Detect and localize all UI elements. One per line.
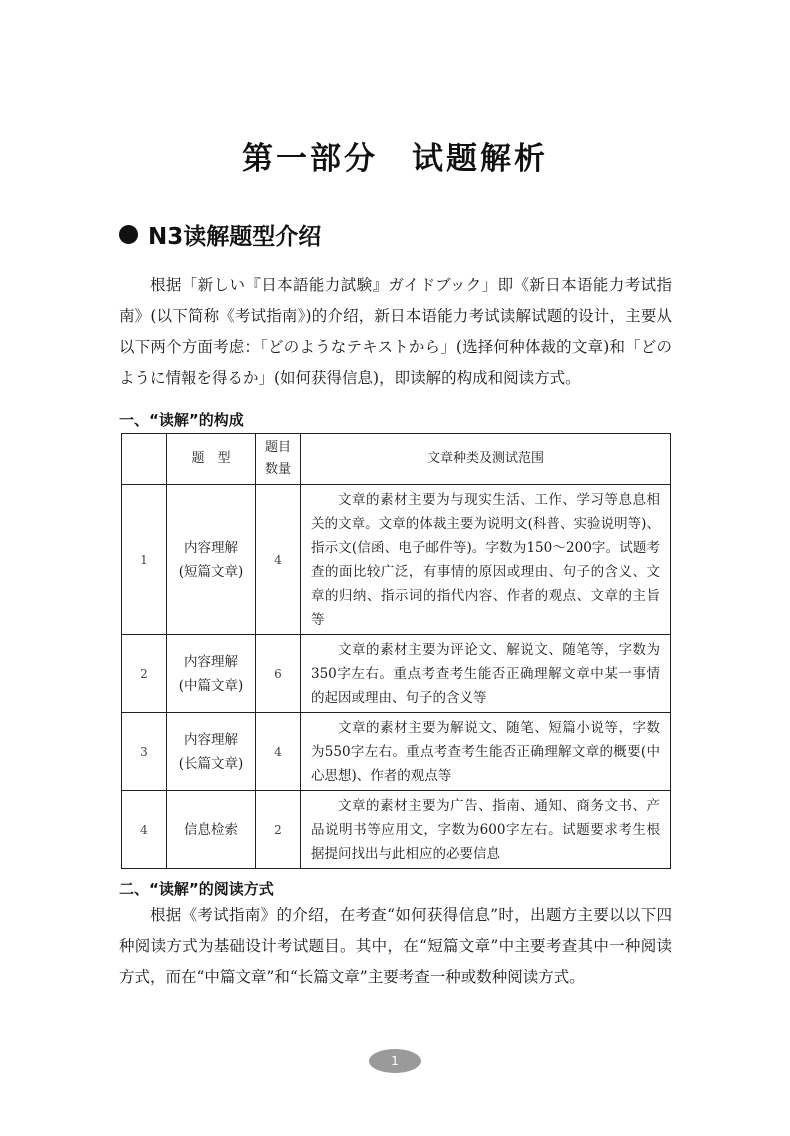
table-row [122,635,671,713]
row-type [167,485,256,635]
row-count: 4 [256,713,301,791]
row-desc: 文章的素材主要为评论文、解说文、随笔等，字数为350字左右。重点考查考生能否正确理解文章中某一事情的起因或理由、句子的含义等 [301,635,671,713]
row-count: 6 [256,635,301,713]
row-num: 3 [122,713,167,791]
row-desc: 文章的素材主要为广告、指南、通知、商务文书、产品说明书等应用文，字数为600字左右。试题要求考生根据提问找出与此相应的必要信息 [301,791,671,869]
row-count: 4 [256,485,301,635]
header-type: 题 型 [167,434,256,485]
section-heading [119,218,321,251]
table-row [122,791,671,869]
table-header-row [122,434,671,485]
row-type-line2: (长篇文章) [178,755,244,772]
composition-heading: 一、“读解”的构成 [119,411,244,429]
question-types-table [121,433,671,869]
header-desc: 文章种类及测试范围 [301,434,671,485]
page-number: 1 [369,1049,421,1073]
table-row [122,485,671,635]
header-count [256,434,301,485]
row-num: 4 [122,791,167,869]
row-type-line2: (中篇文章) [178,677,244,694]
row-num: 1 [122,485,167,635]
header-num [122,434,167,485]
row-type: 信息检索 [167,791,256,869]
row-type-line1: 内容理解 [184,731,238,748]
row-num: 2 [122,635,167,713]
header-count-line2: 数量 [264,462,291,477]
row-type-line1: 内容理解 [184,539,238,556]
row-desc: 文章的素材主要为解说文、随笔、短篇小说等，字数为550字左右。重点考查考生能否正确理解文章的概要(中心思想)、作者的观点等 [301,713,671,791]
page-title: 第一部分 试题解析 [242,141,548,177]
bullet-icon [119,225,138,244]
row-type-line2: (短篇文章) [178,563,244,580]
reading-heading: 二、“读解”的阅读方式 [119,880,274,898]
row-desc: 文章的素材主要为与现实生活、工作、学习等息息相关的文章。文章的体裁主要为说明文(科普、实验说明等)、指示文(信函、电子邮件等)。字数为150～200字。试题考查的面比较广泛，有事情的原因或理由、句子的含义、文章的归纳、指示词的指代内容、作者的观点、文章的主旨等 [301,485,671,635]
header-count-line1: 题目 [264,440,291,455]
section-heading-text: N3读解题型介绍 [148,224,322,250]
row-type [167,713,256,791]
row-count: 2 [256,791,301,869]
row-type-line1: 内容理解 [184,653,238,670]
reading-paragraph: 根据《考试指南》的介绍，在考查“如何获得信息”时，出题方主要以以下四种阅读方式为基础设计考试题目。其中，在“短篇文章”中主要考查其中一种阅读方式，而在“中篇文章”和“长篇文章”主要考查一种或数种阅读方式。 [119,906,672,986]
row-type [167,635,256,713]
intro-paragraph: 根据「新しい『日本語能力試験』ガイドブック」即《新日本语能力考试指南》(以下简称《考试指南》)的介绍，新日本语能力考试读解试题的设计，主要从以下两个方面考虑：「どのようなテキストから」(选择何种体裁的文章)和「どのように情報を得るか」(如何获得信息)，即读解的构成和阅读方式。 [119,276,672,387]
table-row [122,713,671,791]
